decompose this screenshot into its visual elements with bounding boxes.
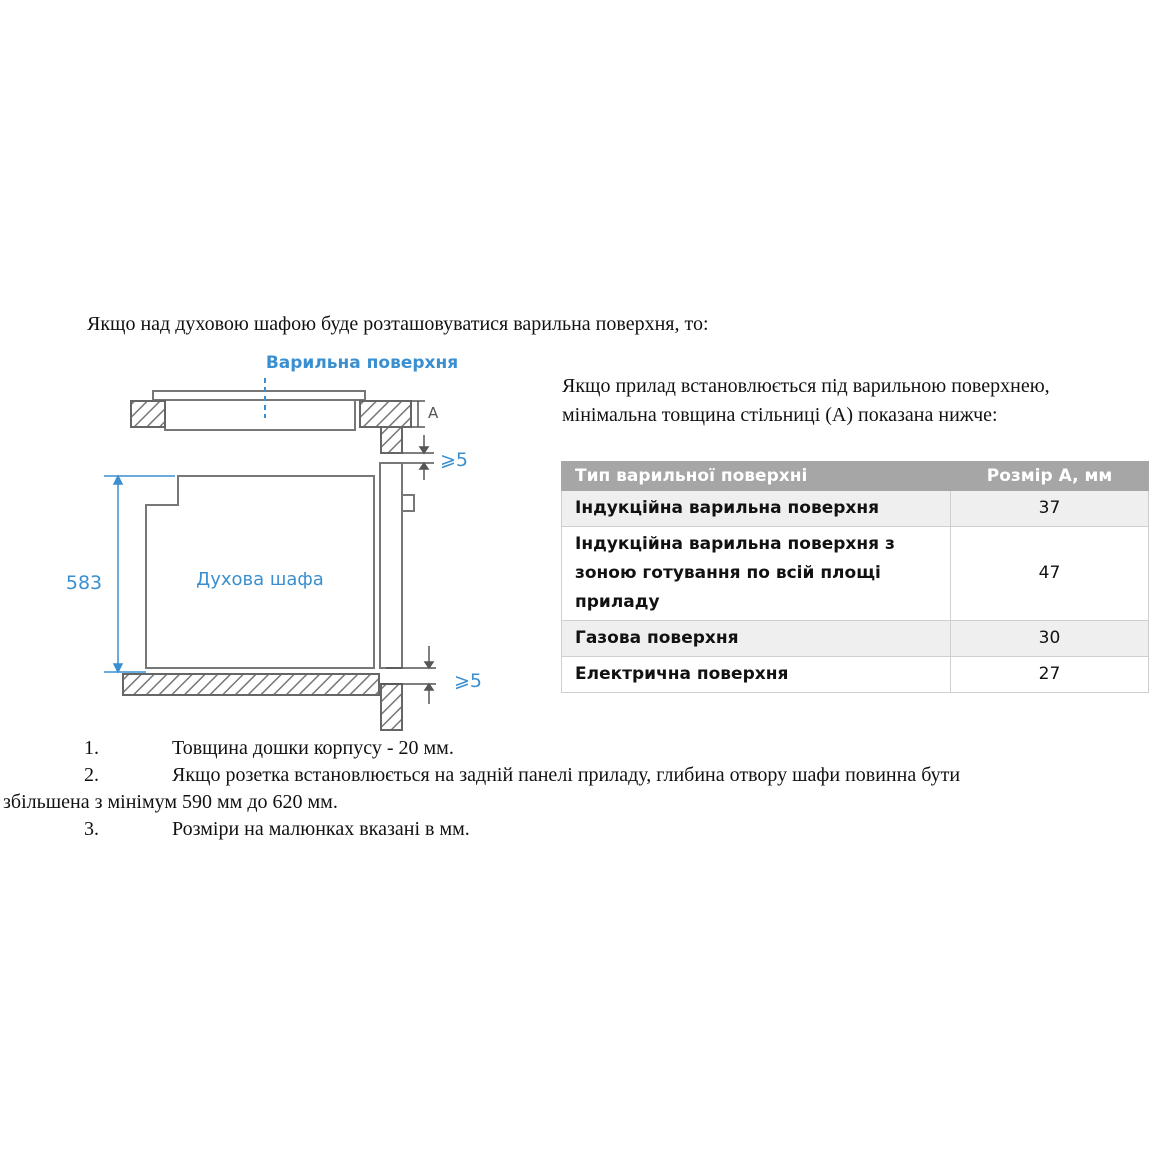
row-size: 30 [951,621,1149,657]
gap-bottom-label: ⩾5 [454,670,483,692]
table-header-row [562,462,1149,491]
row-size: 37 [951,491,1149,527]
note-number: 2. [84,764,99,786]
dimension-a [411,401,425,427]
gap-top-label: ⩾5 [440,449,469,471]
table-intro-line-1: Якщо прилад встановлюється під варильною поверхнею, [562,375,1050,397]
note-text: Якщо розетка встановлюється на задній панелі приладу, глибина отвору шафи повинна бути [172,764,961,786]
table-row [562,491,1149,527]
dimension-a-label: A [428,404,439,422]
row-type: Електрична поверхня [562,657,951,693]
oven-body [146,463,414,668]
note-continuation: збільшена з мінімум 590 мм до 620 мм. [3,791,338,813]
table-intro-line-2: мінімальна товщина стільниці (A) показана нижче: [562,404,998,426]
hob-label: Варильна поверхня [265,353,459,373]
oven-label: Духова шафа [196,569,324,590]
row-size: 27 [951,657,1149,693]
row-size: 47 [951,527,1149,621]
table-intro [562,372,1050,430]
row-type: Індукційна варильна поверхня [562,491,951,527]
row-type: Газова поверхня [562,621,951,657]
note-text: Розміри на малюнках вказані в мм. [172,818,470,840]
intro-text: Якщо над духовою шафою буде розташовуватися варильна поверхня, то: [87,313,709,335]
table-row [562,527,1149,621]
hob-shape [153,391,365,430]
note-number: 1. [84,737,99,759]
table-row [562,621,1149,657]
note-item [0,816,1156,843]
row-type: Індукційна варильна поверхня з зоною готування по всій площі приладу [562,527,951,621]
notes-list [0,735,1156,843]
note-item [0,762,1156,789]
table-row [562,657,1149,693]
height-value: 583 [65,572,103,594]
bottom-shelf [123,674,402,730]
note-text: Товщина дошки корпусу - 20 мм. [172,737,454,759]
note-number: 3. [84,818,99,840]
note-item [0,735,1156,762]
hob-thickness-table [561,461,1149,693]
header-type: Тип варильної поверхні [562,462,951,491]
header-size: Розмір A, мм [951,462,1149,491]
